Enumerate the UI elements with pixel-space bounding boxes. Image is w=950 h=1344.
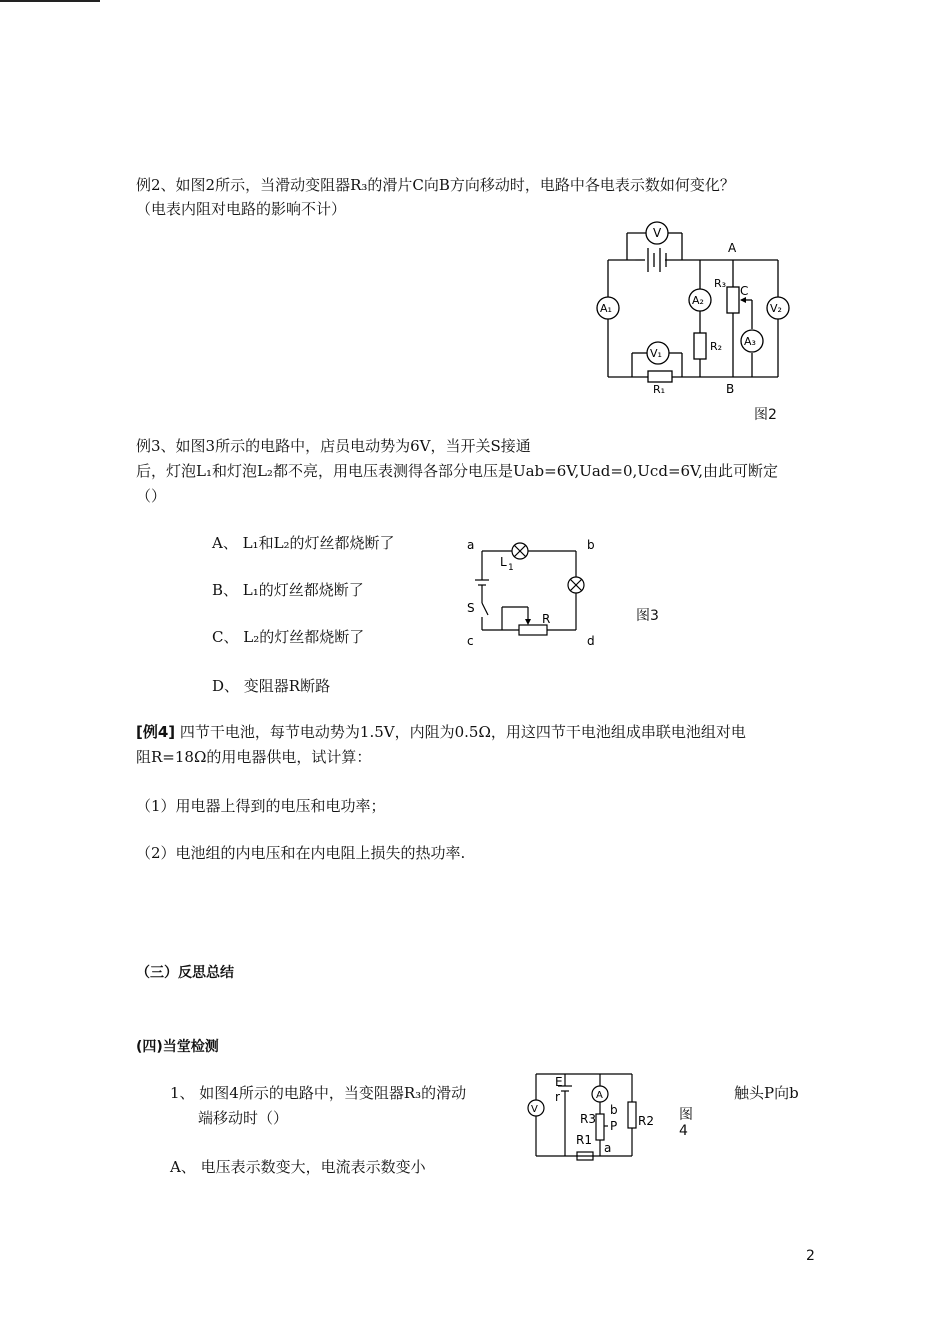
ex4-line1 xyxy=(136,722,746,742)
svg-text:V₁: V₁ xyxy=(650,347,662,360)
svg-text:E: E xyxy=(555,1075,563,1089)
ex4-label: [例4] xyxy=(136,723,176,741)
figure-3-circuit xyxy=(462,535,607,650)
ex3-line2: 后，灯泡L₁和灯泡L₂都不亮，用电压表测得各部分电压是Uab=6V,Uad=0,Ucd=6V,由此可断定 xyxy=(136,462,779,480)
svg-text:c: c xyxy=(467,634,474,648)
svg-text:R₂: R₂ xyxy=(710,340,723,353)
svg-text:R₁: R₁ xyxy=(653,383,666,396)
svg-text:b: b xyxy=(610,1103,618,1117)
ex3-line3: （） xyxy=(136,487,167,505)
figure-4-circuit xyxy=(522,1068,662,1164)
svg-text:R3: R3 xyxy=(580,1112,596,1126)
svg-text:b: b xyxy=(587,538,595,552)
section-check-heading: (四)当堂检测 xyxy=(136,1039,219,1055)
ex3-option-c: C、 L₂的灯丝都烧断了 xyxy=(212,628,365,646)
svg-text:B: B xyxy=(726,382,735,396)
svg-text:V: V xyxy=(653,226,662,240)
check1-line1-right: 触头P向b xyxy=(734,1084,799,1102)
header-rule xyxy=(0,0,100,2)
section-reflection-heading: （三）反思总结 xyxy=(136,965,234,981)
svg-text:d: d xyxy=(587,634,595,648)
ex3-line1: 例3、如图3所示的电路中，店员电动势为6V，当开关S接通 xyxy=(136,437,531,455)
svg-text:A: A xyxy=(728,241,737,255)
svg-text:A₂: A₂ xyxy=(692,294,704,307)
ex4-line2: 阻R=18Ω的用电器供电，试计算： xyxy=(136,748,372,766)
figure-4-caption-a: 图 xyxy=(679,1107,693,1123)
svg-text:a: a xyxy=(604,1141,612,1155)
svg-text:V: V xyxy=(531,1104,538,1115)
ex2-line2: （电表内阻对电路的影响不计） xyxy=(136,200,347,218)
svg-text:1: 1 xyxy=(508,563,514,573)
ex2-line1: 例2、如图2所示，当滑动变阻器R₃的滑片C向B方向移动时，电路中各电表示数如何变化？ xyxy=(136,176,735,194)
ex3-option-a: A、 L₁和L₂的灯丝都烧断了 xyxy=(212,534,395,552)
figure-3-caption: 图3 xyxy=(636,608,659,624)
svg-text:P: P xyxy=(610,1119,618,1133)
svg-text:S: S xyxy=(467,601,475,615)
ex4-question-1: （1）用电器上得到的电压和电功率； xyxy=(136,797,386,815)
figure-2-caption: 图2 xyxy=(754,407,777,423)
ex4-line1-text: 四节干电池，每节电动势为1.5V，内阻为0.5Ω，用这四节干电池组成串联电池组对电 xyxy=(175,723,746,741)
svg-text:C: C xyxy=(740,284,749,298)
svg-text:A₃: A₃ xyxy=(744,335,756,348)
figure-4-caption-b: 4 xyxy=(679,1123,688,1139)
ex3-option-b: B、 L₁的灯丝都烧断了 xyxy=(212,581,364,599)
figure-2-circuit xyxy=(590,215,800,425)
svg-text:R1: R1 xyxy=(576,1133,592,1147)
svg-text:L: L xyxy=(500,555,507,569)
ex3-option-d: D、 变阻器R断路 xyxy=(212,677,331,695)
ex4-question-2: （2）电池组的内电压和在内电阻上损失的热功率. xyxy=(136,844,466,862)
svg-text:R: R xyxy=(542,612,551,626)
check1-line2: 端移动时（） xyxy=(198,1109,289,1127)
check1-option-a: A、 电压表示数变大，电流表示数变小 xyxy=(170,1158,426,1176)
check1-line1: 1、 如图4所示的电路中，当变阻器R₃的滑动 xyxy=(170,1084,467,1102)
svg-text:A: A xyxy=(596,1090,603,1101)
svg-text:A₁: A₁ xyxy=(600,302,612,315)
svg-text:R₃: R₃ xyxy=(714,277,727,290)
page-number: 2 xyxy=(806,1248,815,1264)
svg-text:a: a xyxy=(467,538,475,552)
svg-text:V₂: V₂ xyxy=(770,302,782,315)
svg-text:R2: R2 xyxy=(638,1114,654,1128)
svg-text:r: r xyxy=(555,1090,560,1104)
